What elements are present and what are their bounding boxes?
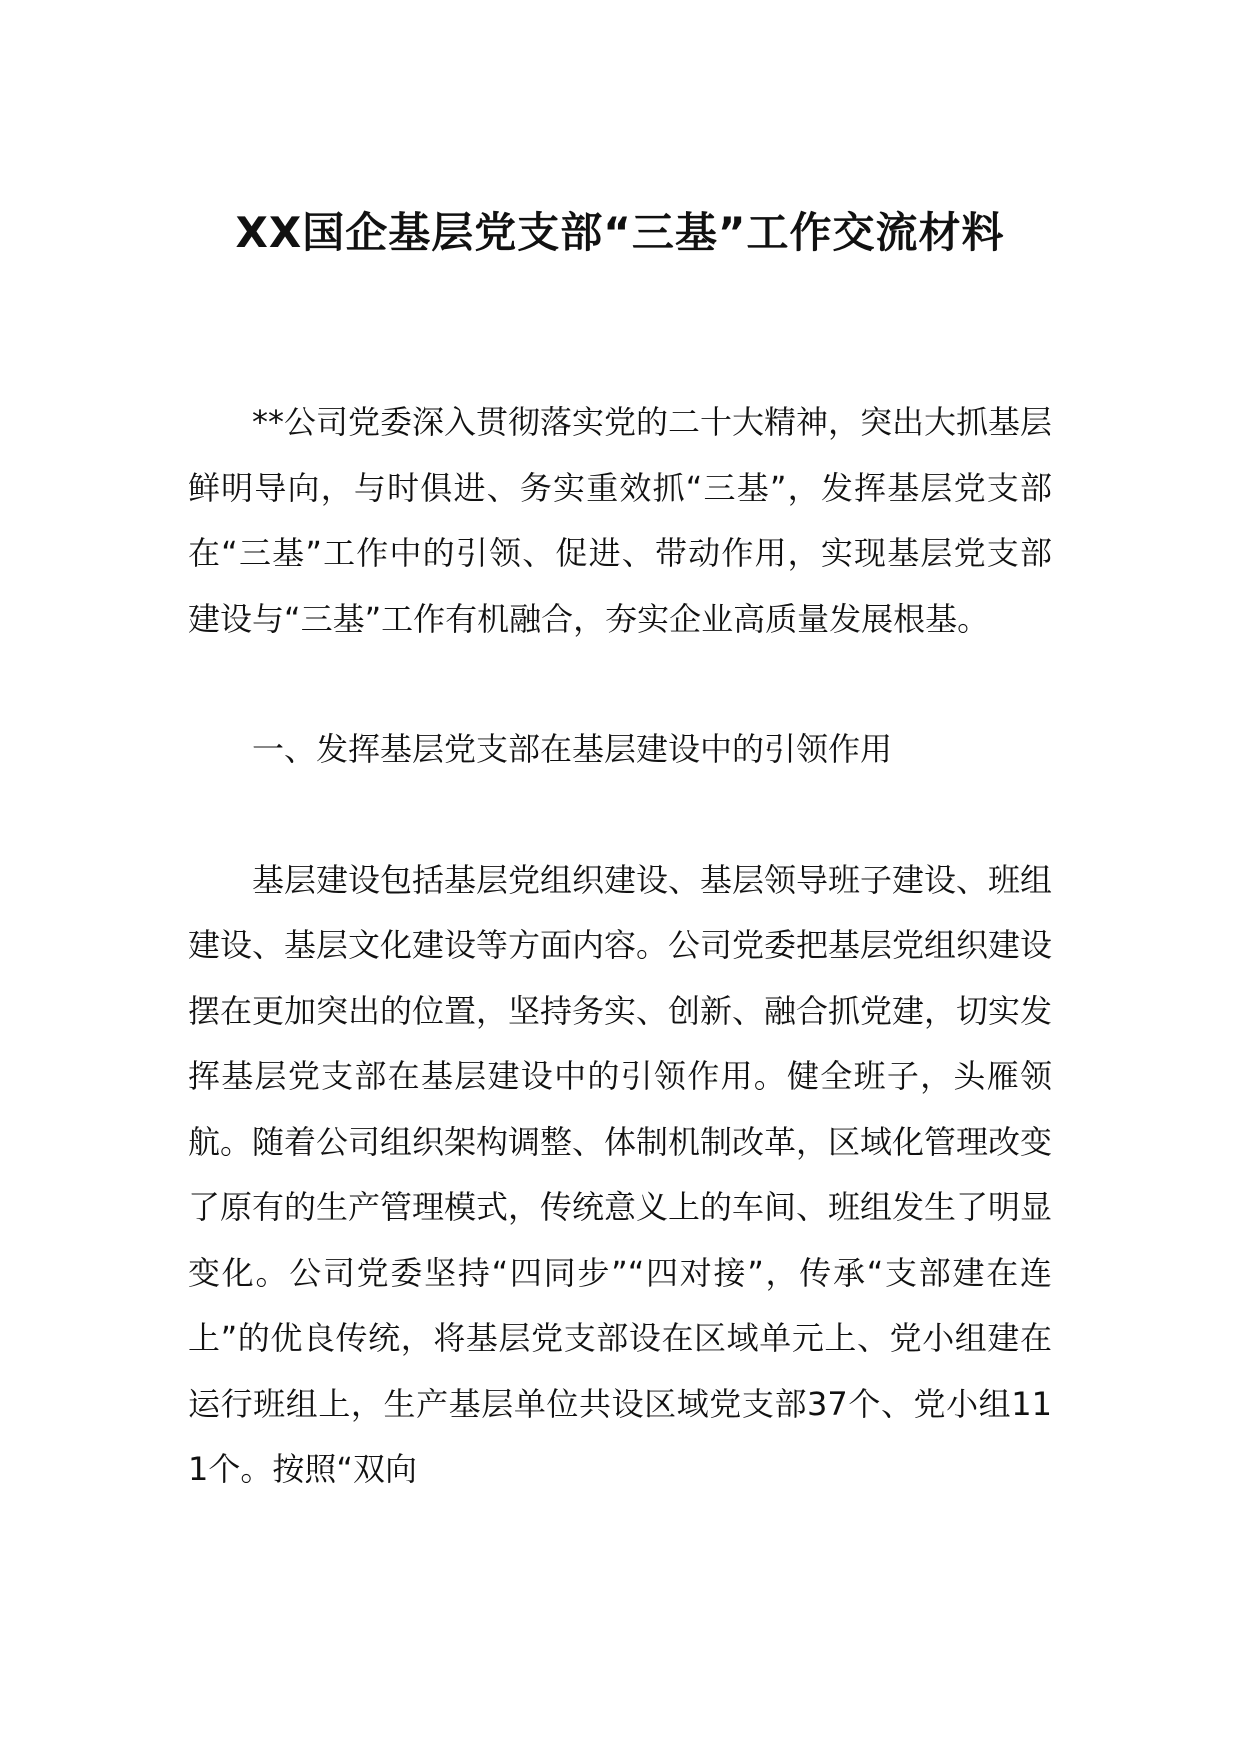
body-paragraph-section-1: 基层建设包括基层党组织建设、基层领导班子建设、班组建设、基层文化建设等方面内容。公司党委把基层党组织建设摆在更加突出的位置，坚持务实、创新、融合抓党建，切实发挥基层党支部在基层建设中的引领作用。健全班子，头雁领航。随着公司组织架构调整、体制机制改革，区域化管理改变了原有的生产管理模式，传统意义上的车间、班组发生了明显变化。公司党委坚持“四同步”“四对接”，传承“支部建在连上”的优良传统，将基层党支部设在区域单元上、党小组建在运行班组上，生产基层单位共设区域党支部37个、党小组111个。按照“双向 — [188, 860, 1053, 1488]
section-heading-1: 一、发挥基层党支部在基层建设中的引领作用 — [252, 730, 893, 768]
document-title: XX国企基层党支部“三基”工作交流材料 — [235, 208, 1005, 257]
body-paragraph-intro: **公司党委深入贯彻落实党的二十大精神，突出大抓基层鲜明导向，与时俱进、务实重效抓“三基”，发挥基层党支部在“三基”工作中的引领、促进、带动作用，实现基层党支部建设与“三基”工作有机融合，夯实企业高质量发展根基。 — [188, 403, 1053, 638]
document-body — [188, 390, 1052, 1503]
